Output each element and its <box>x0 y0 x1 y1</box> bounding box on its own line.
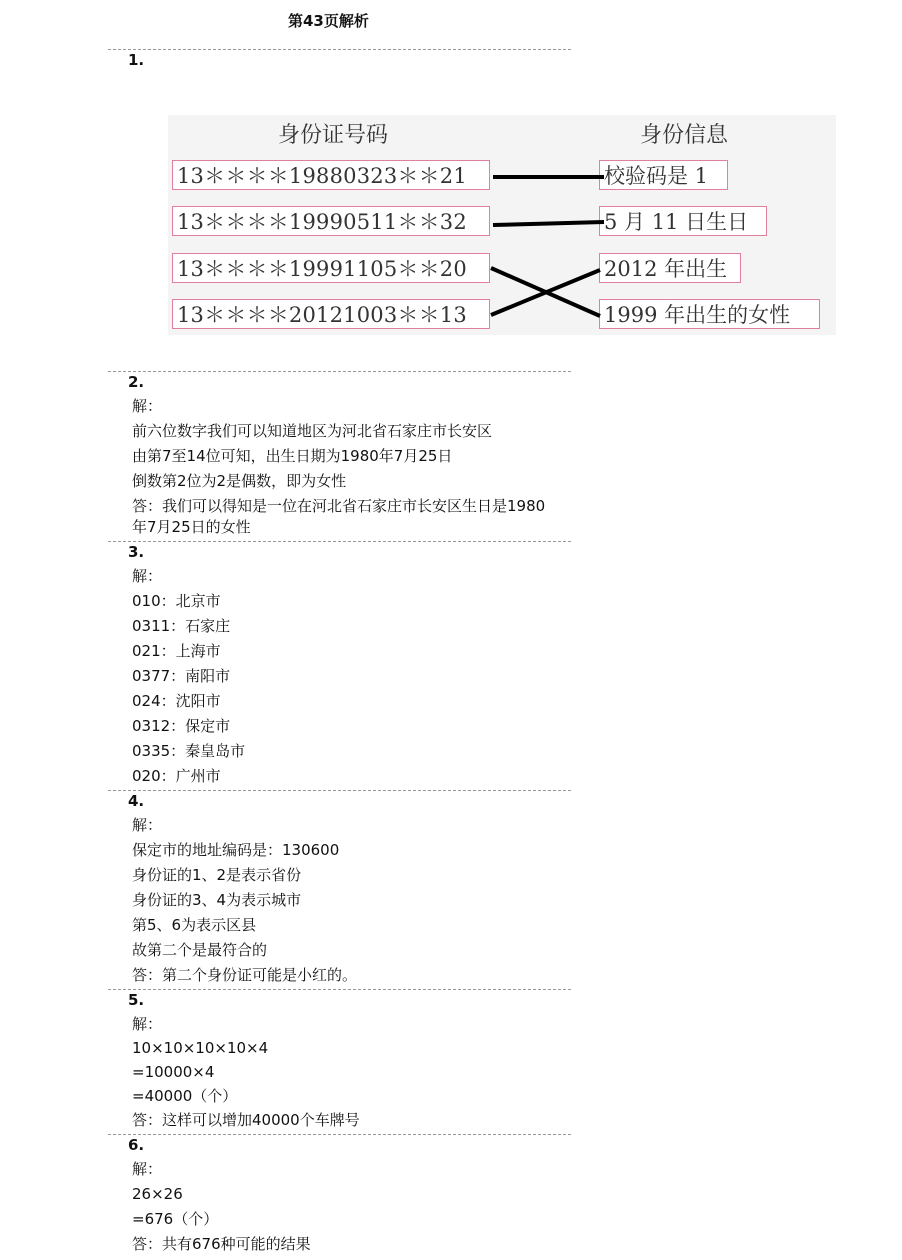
id-number-box: 13＊＊＊＊19991105＊＊20 <box>172 253 490 283</box>
divider <box>108 541 571 542</box>
figure-left-header: 身份证号码 <box>278 123 389 148</box>
question-number: 1. <box>128 51 145 69</box>
question-number: 5. <box>128 991 145 1009</box>
answer-line: 答：我们可以得知是一位在河北省石家庄市长安区生日是1980年7月25日的女性 <box>132 497 546 536</box>
id-number-box: 13＊＊＊＊19880323＊＊21 <box>172 160 490 190</box>
divider <box>108 49 571 50</box>
answer-line: 0311：石家庄 <box>132 617 231 635</box>
answer-block <box>132 813 552 988</box>
divider <box>108 1134 571 1135</box>
answer-block <box>132 564 552 789</box>
figure-right-header: 身份信息 <box>640 123 729 148</box>
answer-line: 0312：保定市 <box>132 717 231 735</box>
divider <box>108 371 571 372</box>
question-number: 4. <box>128 792 145 810</box>
answer-line: 解： <box>132 1015 163 1033</box>
answer-line: 身份证的1、2是表示省份 <box>132 866 302 884</box>
answer-line: =40000（个） <box>132 1087 238 1105</box>
answer-block <box>132 394 552 538</box>
answer-line: 解： <box>132 816 163 834</box>
answer-line: 倒数第2位为2是偶数，即为女性 <box>132 472 347 490</box>
answer-line: 26×26 <box>132 1185 183 1203</box>
answer-line: 解： <box>132 567 163 585</box>
answer-block <box>132 1012 552 1132</box>
id-info-box: 5 月 11 日生日 <box>599 206 767 236</box>
answer-line: 故第二个是最符合的 <box>132 941 268 959</box>
answer-line: 020：广州市 <box>132 767 221 785</box>
question-number: 6. <box>128 1136 145 1154</box>
answer-line: 解： <box>132 1160 163 1178</box>
matching-lines <box>168 115 836 335</box>
answer-line: 10×10×10×10×4 <box>132 1039 269 1057</box>
answer-line: 010：北京市 <box>132 592 221 610</box>
answer-block <box>132 1157 552 1257</box>
match-line <box>493 222 604 225</box>
divider <box>108 989 571 990</box>
id-info-box: 1999 年出生的女性 <box>599 299 820 329</box>
answer-line: 第5、6为表示区县 <box>132 916 257 934</box>
id-matching-figure <box>168 115 836 335</box>
question-number: 3. <box>128 543 145 561</box>
divider <box>108 790 571 791</box>
id-number-box: 13＊＊＊＊19990511＊＊32 <box>172 206 490 236</box>
answer-line: 024：沈阳市 <box>132 692 221 710</box>
answer-line: 答：这样可以增加40000个车牌号 <box>132 1111 360 1129</box>
page-title: 第43页解析 <box>288 12 369 30</box>
answer-line: 身份证的3、4为表示城市 <box>132 891 302 909</box>
answer-line: 021：上海市 <box>132 642 221 660</box>
answer-line: 前六位数字我们可以知道地区为河北省石家庄市长安区 <box>132 422 493 440</box>
answer-line: 答：第二个身份证可能是小红的。 <box>132 966 358 984</box>
answer-line: =676（个） <box>132 1210 219 1228</box>
answer-line: 保定市的地址编码是：130600 <box>132 841 340 859</box>
answer-line: 解： <box>132 397 163 415</box>
id-info-box: 2012 年出生 <box>599 253 741 283</box>
answer-line: 答：共有676种可能的结果 <box>132 1235 311 1253</box>
answer-line: 0377：南阳市 <box>132 667 231 685</box>
question-number: 2. <box>128 373 145 391</box>
answer-line: 0335：秦皇岛市 <box>132 742 246 760</box>
id-info-box: 校验码是 1 <box>599 160 728 190</box>
answer-line: =10000×4 <box>132 1063 215 1081</box>
id-number-box: 13＊＊＊＊20121003＊＊13 <box>172 299 490 329</box>
answer-line: 由第7至14位可知，出生日期为1980年7月25日 <box>132 447 453 465</box>
